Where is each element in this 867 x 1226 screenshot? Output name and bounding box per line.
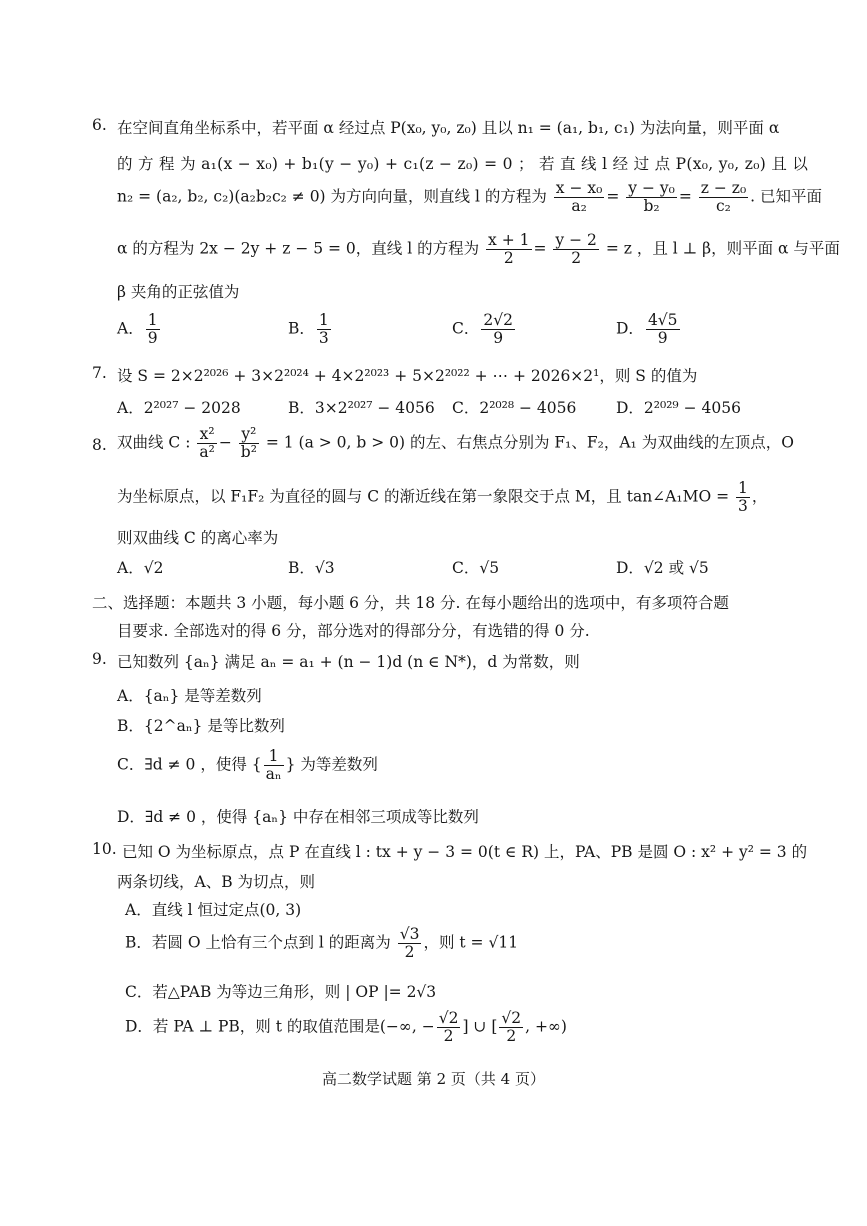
q9-option-b: B．{2^aₙ} 是等比数列 <box>117 717 285 735</box>
q9-number: 9. <box>92 650 107 668</box>
q7-option-d: D．2²⁰²⁹ − 4056 <box>616 399 741 417</box>
q8-line3: 则双曲线 C 的离心率为 <box>117 529 279 547</box>
q10-option-a: A．直线 l 恒过定点(0, 3) <box>125 901 302 919</box>
q10d-frac-2: $\frac{√2}{2}$ <box>501 1009 522 1046</box>
q10b-frac: $\frac{√3}{2}$ <box>399 925 420 962</box>
q7-option-b: B．3×2²⁰²⁷ − 4056 <box>288 399 435 417</box>
q6-frac-x: $\frac{\text{x − x₀}}{\text{a₂}}$ <box>555 179 603 216</box>
q6-option-b: B． $\frac{1}{3}$ <box>288 311 329 348</box>
q6-option-a: A． $\frac{1}{9}$ <box>117 311 158 348</box>
q8-option-c: C．√5 <box>452 559 500 577</box>
q9-option-c: C．∃d ≠ 0 ，使得 { $\frac{1}{\text{aₙ}}$ } 为等差数列 <box>117 747 378 784</box>
q6-line4-post: = z ，且 l ⊥ β，则平面 α 与平面 <box>605 239 840 258</box>
q10-line1: 已知 O 为坐标原点，点 P 在直线 l : tx + y − 3 = 0(t ∈ R) 上，PA、PB 是圆 O : x² + y² = 3 的 <box>122 843 808 861</box>
q8-option-d: D．√2 或 √5 <box>616 559 709 577</box>
q8-number: 8. <box>92 436 107 454</box>
q6-line3-pre: n₂ = (a₂, b₂, c₂)(a₂b₂c₂ ≠ 0) 为方向向量，则直线 l 的方程为 <box>117 187 547 206</box>
q10-number: 10. <box>92 840 117 858</box>
q9-stem: 已知数列 {aₙ} 满足 aₙ = a₁ + (n − 1)d (n ∈ N*)，d 为常数，则 <box>117 653 580 671</box>
q6-frac-z: $\frac{\text{z − z₀}}{\text{c₂}}$ <box>700 179 747 216</box>
q8-frac-y: $\frac{\text{y²}}{\text{b²}}$ <box>240 425 257 462</box>
q10-line2: 两条切线，A、B 为切点，则 <box>117 873 316 891</box>
q6-option-d: D． $\frac{4√5}{9}$ <box>616 311 678 348</box>
q8-option-a: A．√2 <box>117 559 164 577</box>
q10-option-c: C．若△PAB 为等边三角形，则 | OP |= 2√3 <box>125 983 437 1001</box>
q6-line2: 的 方 程 为 a₁(x − x₀) + b₁(y − y₀) + c₁(z − z₀) = 0 ； 若 直 线 l 经 过 点 P(x₀, y₀, z₀) 且 以 <box>117 155 809 173</box>
q8-line2: 为坐标原点，以 F₁F₂ 为直径的圆与 C 的渐近线在第一象限交于点 M，且 tan∠A₁MO = $\frac{1}{3}$ ， <box>117 479 768 516</box>
q8-line1: 双曲线 C : $\frac{\text{x²}}{\text{a²}}$ − $\frac{\text{y²}}{\text{b²}}$ = 1 (a > 0, b > 0) 的左、右焦点分别为 F₁、F₂，A₁ 为双曲线的左顶点，O <box>117 425 794 462</box>
q6-line4-pre: α 的方程为 2x − 2y + z − 5 = 0，直线 l 的方程为 <box>117 239 480 258</box>
q6-line4: α 的方程为 2x − 2y + z − 5 = 0，直线 l 的方程为 $\frac{x + 1}{2}$ = $\frac{y - 2}{2}$ = z ，且 l ⊥ β，则平面 α 与平面 <box>117 231 840 268</box>
q7-number: 7. <box>92 364 107 382</box>
q9-option-a: A．{aₙ} 是等差数列 <box>117 687 262 705</box>
q6-frac-lx: $\frac{x + 1}{2}$ <box>488 231 530 268</box>
q8-option-b: B．√3 <box>288 559 335 577</box>
page-footer: 高二数学试题 第 2 页（共 4 页） <box>322 1070 545 1088</box>
q9-option-d: D．∃d ≠ 0 ，使得 {aₙ} 中存在相邻三项成等比数列 <box>117 808 479 826</box>
q6-number: 6. <box>92 116 107 134</box>
q7-option-a: A．2²⁰²⁷ − 2028 <box>117 399 241 417</box>
q6-line1: 在空间直角坐标系中，若平面 α 经过点 P(x₀, y₀, z₀) 且以 n₁ = (a₁, b₁, c₁) 为法向量，则平面 α <box>117 119 780 137</box>
q8-frac-tan: $\frac{1}{3}$ <box>738 479 748 516</box>
q6-option-c: C． $\frac{2√2}{9}$ <box>452 311 513 348</box>
q6-line3: n₂ = (a₂, b₂, c₂)(a₂b₂c₂ ≠ 0) 为方向向量，则直线 l 的方程为 $\frac{\text{x − x₀}}{\text{a₂}}$ = $\frac{\text{y − y₀}}{\text{b₂}}$ = $\frac{\text{z − z₀}}{\text{c₂}}$ . 已知平面 <box>117 179 823 216</box>
section2-line2: 目要求. 全部选对的得 6 分，部分选对的得部分分，有选错的得 0 分. <box>117 622 590 640</box>
q10-option-b: B．若圆 O 上恰有三个点到 l 的距离为 $\frac{√3}{2}$ ，则 t = √11 <box>125 925 519 962</box>
q7-stem: 设 S = 2×2²⁰²⁶ + 3×2²⁰²⁴ + 4×2²⁰²³ + 5×2²⁰²² + ⋯ + 2026×2¹，则 S 的值为 <box>117 367 698 385</box>
q8-frac-x: $\frac{\text{x²}}{\text{a²}}$ <box>199 425 215 462</box>
q6-frac-ly: $\frac{y - 2}{2}$ <box>555 231 597 268</box>
section2-line1: 二、选择题：本题共 3 小题，每小题 6 分，共 18 分. 在每小题给出的选项中，有多项符合题 <box>92 594 729 612</box>
q6-line3-post: . 已知平面 <box>750 187 823 206</box>
q10-option-d: D．若 PA ⊥ PB，则 t 的取值范围是(−∞, − $\frac{√2}{2}$ ] ∪ [ $\frac{√2}{2}$ , +∞) <box>125 1009 567 1046</box>
q10d-frac-1: $\frac{√2}{2}$ <box>438 1009 459 1046</box>
q9-frac: $\frac{1}{\text{aₙ}}$ <box>265 747 282 784</box>
q6-line5: β 夹角的正弦值为 <box>117 283 240 301</box>
q6-frac-y: $\frac{\text{y − y₀}}{\text{b₂}}$ <box>628 179 675 216</box>
q7-option-c: C．2²⁰²⁸ − 4056 <box>452 399 577 417</box>
